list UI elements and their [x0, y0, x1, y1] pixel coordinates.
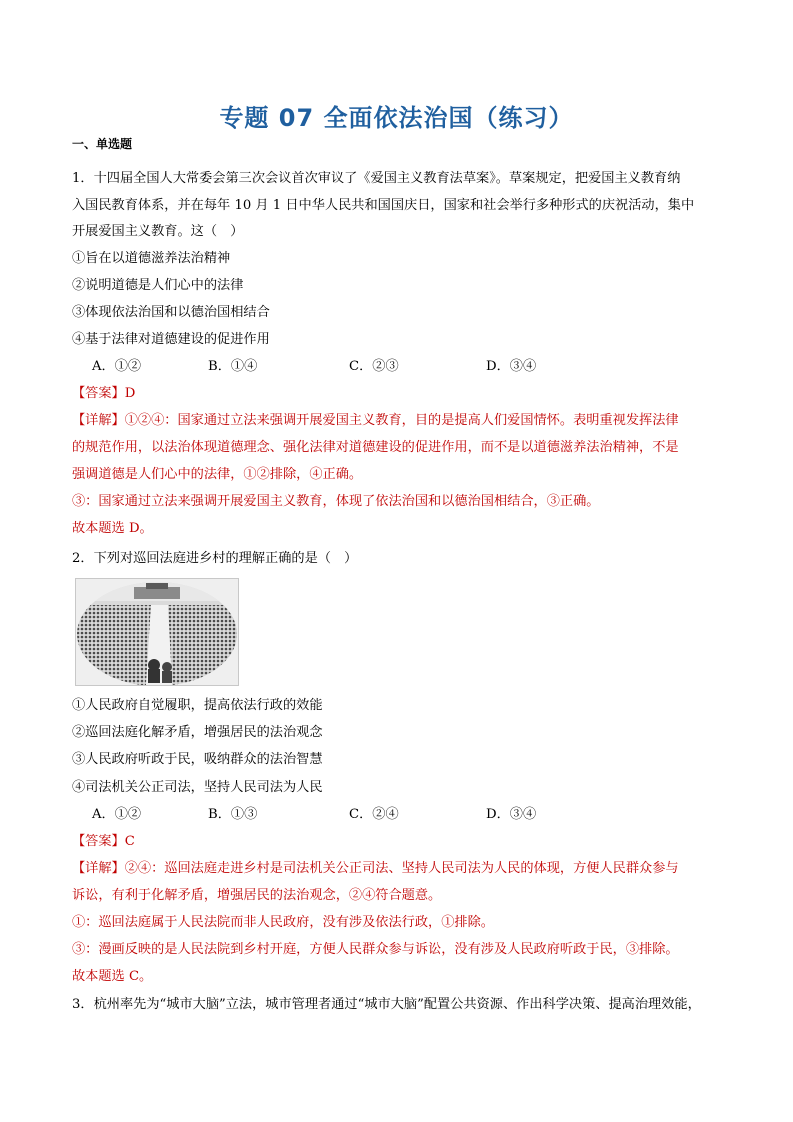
q2-detail-line-4: ③：漫画反映的是人民法院到乡村开庭，方便人民群众参与诉讼，没有涉及人民政府听政于民，③排除。	[72, 942, 679, 957]
q1-stem-line-3: 开展爱国主义教育。这（ ）	[72, 224, 244, 239]
q1-detail-line-4: ③：国家通过立法来强调开展爱国主义教育，体现了依法治国和以德治国相结合，③正确。	[72, 494, 600, 509]
q2-detail-line-1: 【详解】②④：巡回法庭走进乡村是司法机关公正司法、坚持人民司法为人民的体现，方便人民群众参与	[72, 861, 679, 876]
q1-detail-line-3: 强调道德是人们心中的法律，①②排除，④正确。	[72, 467, 363, 482]
q2-answer: 【答案】C	[72, 834, 135, 849]
q1-item-3: ③体现依法治国和以德治国相结合	[72, 305, 270, 320]
q2-option-a: A．①②	[92, 807, 142, 822]
q1-item-2: ②说明道德是人们心中的法律	[72, 278, 244, 293]
q1-answer: 【答案】D	[72, 386, 136, 401]
q1-option-b: B．①④	[208, 359, 258, 374]
q2-stem: 2．下列对巡回法庭进乡村的理解正确的是（ ）	[72, 551, 358, 566]
q2-detail-line-2: 诉讼，有利于化解矛盾，增强居民的法治观念，②④符合题意。	[72, 888, 442, 903]
q2-item-2: ②巡回法庭化解矛盾，增强居民的法治观念	[72, 725, 323, 740]
q1-detail-line-2: 的规范作用，以法治体现道德理念、强化法律对道德建设的促进作用，而不是以道德滋养法治精神，不是	[72, 440, 679, 455]
page-title: 专题 07 全面依法治国（练习）	[219, 104, 574, 132]
q3-stem: 3．杭州率先为“城市大脑”立法，城市管理者通过“城市大脑”配置公共资源、作出科学决策、提高治理效能，	[72, 997, 701, 1012]
cartoon-figure	[75, 578, 239, 686]
q1-option-a: A．①②	[92, 359, 142, 374]
q1-detail-line-1: 【详解】①②④：国家通过立法来强调开展爱国主义教育，目的是提高人们爱国情怀。表明重视发挥法律	[72, 413, 679, 428]
courtroom-crowd-illustration	[76, 579, 238, 685]
q1-item-4: ④基于法律对道德建设的促进作用	[72, 332, 270, 347]
q2-detail-line-3: ①：巡回法庭属于人民法院而非人民政府，没有涉及依法行政，①排除。	[72, 915, 494, 930]
section-heading: 一、单选题	[72, 137, 133, 151]
q1-stem-line-1: 1．十四届全国人大常委会第三次会议首次审议了《爱国主义教育法草案》。草案规定，把爱国主义教育纳	[72, 171, 681, 186]
q2-option-c: C．②④	[349, 807, 399, 822]
q1-stem-line-2: 入国民教育体系，并在每年 10 月 1 日中华人民共和国国庆日，国家和社会举行多种形式的庆祝活动，集中	[72, 198, 695, 213]
q2-detail-line-5: 故本题选 C。	[72, 969, 153, 984]
q2-option-b: B．①③	[208, 807, 258, 822]
q2-item-1: ①人民政府自觉履职，提高依法行政的效能	[72, 698, 323, 713]
q1-option-c: C．②③	[349, 359, 399, 374]
q2-item-4: ④司法机关公正司法，坚持人民司法为人民	[72, 780, 323, 795]
q1-detail-line-5: 故本题选 D。	[72, 521, 153, 536]
q2-option-d: D．③④	[486, 807, 537, 822]
q2-item-3: ③人民政府听政于民，吸纳群众的法治智慧	[72, 752, 323, 767]
q1-item-1: ①旨在以道德滋养法治精神	[72, 251, 231, 266]
q1-option-d: D．③④	[486, 359, 537, 374]
